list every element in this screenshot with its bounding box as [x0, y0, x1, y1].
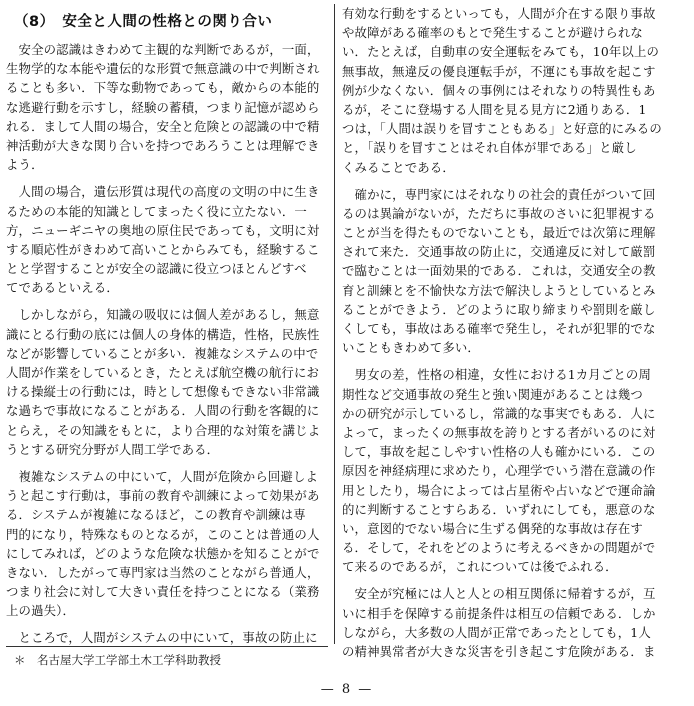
text-line: る．システムが複雑になるほど，この教育や訓練は専	[6, 507, 306, 523]
text-line: くみることである．	[342, 159, 455, 175]
text-line: ることも多い．下等な動物であっても，敵からの本能的	[6, 80, 320, 96]
text-line: 上の過失）．	[6, 603, 76, 619]
text-line: しながら，大多数の人間が正常であったとしても，1人	[342, 624, 651, 640]
text-line: 神活動が大きな関り合いを持つであろうことは理解でき	[6, 137, 320, 153]
text-line: 用としたり，場合によっては占星術や占いなどで運命論	[342, 482, 656, 498]
text-line: くしても，事故はある確率で発生し，それが犯罪的でな	[342, 321, 656, 336]
text-line: い，意図的でない場合に生ずる偶発的な事故は存在す	[342, 520, 643, 536]
text-line: して，事故を起こしやすい性格の人も確かにいる．この	[342, 444, 656, 460]
text-line: つまり社会に対して大きい責任を持つことになる（業務	[6, 584, 320, 600]
text-line: 育と訓練とを不愉快な方法で解決しようとしているとみ	[342, 282, 656, 298]
text-line: や故障がある確率のもとで発生することが避けられな	[342, 25, 643, 41]
text-line: 複雑なシステムの中にいて，人間が危険から回避しよ	[6, 468, 319, 484]
text-line: 的に判断することすらある．いずれにしても，悪意のな	[342, 501, 656, 517]
left-body	[6, 40, 328, 648]
text-line: 原因を神経病理に求めたり，心理学でいう潜在意識の作	[342, 463, 656, 479]
text-line: 安全が究極には人と人との相互関係に帰着するが，互	[342, 586, 656, 602]
text-line: て来るのであるが，これについては後でふれる．	[342, 559, 618, 575]
text-line: で臨むことは一面効果的である．これは，交通安全の教	[342, 263, 656, 279]
text-line: うとする研究分野が人間工学である．	[6, 441, 220, 457]
paragraph	[6, 628, 328, 647]
paragraph	[6, 40, 328, 174]
text-line: よって，まったくの無事故を誇りとする者がいるのに対	[342, 424, 656, 440]
text-line: うと起こす行動は，事前の教育や訓練によって効果があ	[6, 488, 320, 504]
text-line: 有効な行動をするといっても，人間が介在する限り事故	[342, 6, 656, 21]
paragraph	[6, 305, 328, 459]
paragraph	[6, 467, 328, 621]
text-line: な逃避行動を示すし，経験の蓄積，つまり記憶が認めら	[6, 99, 320, 115]
right-column	[342, 4, 684, 669]
section-heading: （8） 安全と人間の性格との関り合い	[14, 14, 273, 30]
text-line: ことが当を得たものでないことも，最近では次第に理解	[342, 225, 656, 241]
text-line: 男女の差，性格の相違，女性における1カ月ごとの周	[342, 367, 652, 383]
text-line: るための本能的知識としてまったく役に立たない．一	[6, 203, 307, 219]
text-line: にしてみれば，どのような危険な状態かを知ることがで	[6, 545, 320, 561]
text-line: よう．	[6, 157, 44, 173]
text-line: いこともきわめて多い．	[342, 340, 480, 356]
text-line: 人間の場合，遺伝形質は現代の高度の文明の中に生き	[6, 184, 320, 200]
text-line: つは，「人間は誤りを冒すこともある」と好意的にみるの	[342, 121, 662, 137]
text-line: 識にとる行動の底には個人の身体的構造，性格，民族性	[6, 326, 320, 342]
text-line: 方，ニューギニヤの奥地の原住民であっても，文明に対	[6, 222, 320, 238]
text-line: いに相手を保障する前提条件は相互の信頼である．しか	[342, 605, 656, 621]
text-line: 安全の認識はきわめて主観的な判断であるが，一面，	[6, 42, 320, 57]
text-line: と，「誤りを冒すことはそれ自体が罪である」と厳し	[342, 140, 637, 156]
column-divider	[334, 4, 335, 644]
text-line: とと学習することが安全の認識に役立つほとんどすべ	[6, 261, 307, 277]
left-column	[6, 4, 328, 656]
text-line: 人間が作業をしているとき，たとえば航空機の航行にお	[6, 365, 320, 380]
text-line: ところで，人間がシステムの中にいて，事故の防止に	[6, 630, 318, 646]
text-line: かの研究が示しているし，常識的な事実でもある．人に	[342, 405, 656, 421]
page-number: — 8 —	[320, 682, 374, 697]
text-line: てであるといえる．	[6, 280, 119, 296]
paragraph	[342, 584, 684, 661]
text-line: る．そして，それをどのように考えるべきかの問題がで	[342, 540, 656, 556]
paragraph	[342, 365, 684, 576]
text-line: 無事故，無違反の優良運転手が，不運にも事故を起こす	[342, 63, 656, 79]
text-line: るが，そこに登場する人間を見る見方に2通りある．1	[342, 101, 647, 117]
text-line: する順応性がきわめて高いことからみても，経験するこ	[6, 241, 320, 257]
text-line: 生物学的な本能や遺伝的な形質で無意識の中で判断され	[6, 61, 320, 77]
paragraph	[342, 185, 684, 358]
text-line: されて来た．交通事故の防止に，交通違反に対して厳罰	[342, 244, 656, 260]
text-line: しかしながら，知識の吸収には個人差があるし，無意	[6, 307, 320, 323]
text-line: ける操縦士の行動には，時として想像もできない非常識	[6, 384, 320, 400]
footnote: ＊ 名古屋大学工学部土木工学科助教授	[14, 653, 221, 667]
text-line: などが影響していることが多い．複雑なシステムの中で	[6, 345, 319, 361]
text-line: れる．まして人間の場合，安全と危険との認識の中で精	[6, 118, 320, 134]
text-line: 門的になり，特殊なものとなるが，このことは普通の人	[6, 526, 320, 542]
paragraph	[342, 4, 684, 177]
paragraph	[6, 182, 328, 297]
text-line: きない．したがって専門家は当然のことながら普通人，	[6, 564, 320, 580]
text-line: ることができよう．どのように取り締まりや罰則を厳し	[342, 301, 656, 317]
text-line: の精神異常者が大きな災害を引き起こす危険がある．ま	[342, 644, 656, 659]
text-line: 確かに，専門家にはそれなりの社会的責任がついて回	[342, 186, 656, 202]
text-line: 例が少なくない．個々の事例にはそれなりの特異性もあ	[342, 82, 656, 98]
text-line: とらえ，その知識をもとに，より合理的な対策を講じよ	[6, 422, 321, 438]
text-line: な過ちで事故になることがある．人間の行動を客観的に	[6, 403, 320, 419]
footnote-rule	[6, 646, 328, 647]
text-line: い．たとえば，自動車の安全運転をみても，10年以上の	[342, 44, 660, 60]
right-body	[342, 4, 684, 661]
text-line: 期性など交通事故の発生と強い関連があることは幾つ	[342, 386, 643, 402]
text-line: るのは異論がないが，ただちに事故のさいに犯罪視する	[342, 205, 656, 221]
